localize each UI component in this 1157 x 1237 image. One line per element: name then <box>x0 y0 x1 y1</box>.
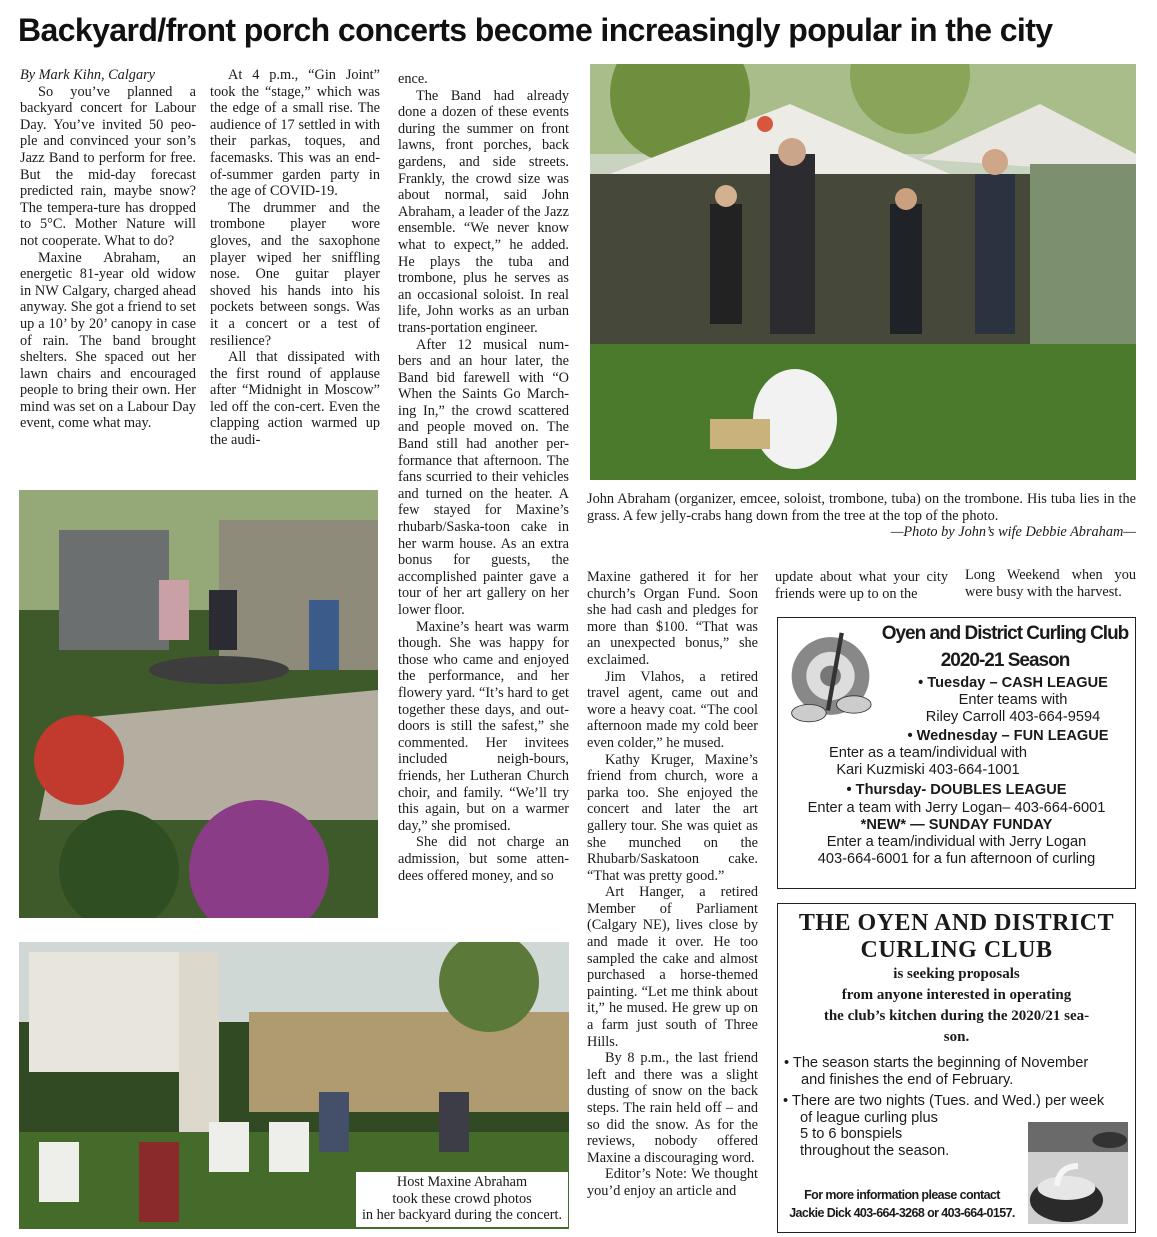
article-column-6 <box>965 567 1136 600</box>
ad-line: Enter as a team/individual with <box>829 745 1027 761</box>
article-column-2 <box>210 67 380 449</box>
paragraph: Jim Vlahos, a retired travel agent, came out and wore a heavy coat. “The cool afternoon made my cold beer even colder,” he mused. <box>587 668 758 751</box>
headline: Backyard/front porch concerts become increasingly popular in the city <box>18 12 1053 48</box>
ad-subtitle: the club’s kitchen during the 2020/21 sea- <box>823 1008 1090 1024</box>
paragraph: update about what your city friends were up to on the <box>775 569 948 602</box>
curling-stone-photo <box>1028 1122 1128 1224</box>
ad-line: Enter a team/individual with Jerry Logan <box>826 834 1087 850</box>
ad-title: 2020-21 Season <box>940 650 1070 671</box>
band-photo <box>590 64 1136 480</box>
ad-line: Enter a team with Jerry Logan– 403-664-6001 <box>807 800 1106 816</box>
paragraph: The Band had already done a dozen of these events during the summer on front lawns, front porches, back gardens, and side streets. Frankly, the crowd size was about normal, said John Abraham, a leader of the Jazz ensemble. “We never know what to expect,” he added. He plays the tuba and trombone, plus he serves as an occasional soloist. In real life, John works as an urban trans-portation engineer. <box>398 87 569 336</box>
contact-info <box>784 1186 1020 1222</box>
ad-title: THE OYEN AND DISTRICT <box>798 910 1115 936</box>
article-column-1 <box>20 67 196 432</box>
bullet-line: of league curling plus <box>800 1109 938 1126</box>
article-column-4 <box>587 569 758 1200</box>
article-column-3 <box>398 71 569 884</box>
paragraph: Maxine Abraham, an energetic 81-year old widow in NW Calgary, charged ahead anyway. She got a friend to set up a 10’ by 20’ canopy in case of rain. The band brought shelters. She spaced out her lawn chairs and encouraged people to bring their own. Her mind was set on a Labour Day event, come what may. <box>20 249 196 432</box>
paragraph: Art Hanger, a retired Member of Parliament (Calgary NE), lives close by and made it over. He too sampled the cake and almost purchased a horse-themed painting. “Let me think about it,” he mused. He grew up on a farm just south of Three Hills. <box>587 884 758 1050</box>
byline: By Mark Kihn, Calgary <box>20 67 156 83</box>
paragraph: So you’ve planned a backyard concert for Labour Day. You’ve invited 50 peo-ple and convinced your son’s Jazz Band to perform for free. But the mid-day forecast predicted rain, maybe snow? The tempera-ture has dropped to 5°C. Mother Nature will not cooperate. What to do? <box>20 83 196 249</box>
ad-line: Riley Carroll 403-664-9594 <box>925 709 1101 725</box>
paragraph: Maxine gathered it for her church’s Organ Fund. Soon she had cash and pledges for more than $100. “That was an unexpected bonus,” she exclaimed. <box>587 569 758 668</box>
ad-line: 403-664-6001 for a fun afternoon of curling <box>817 851 1096 867</box>
paragraph: Maxine’s heart was warm though. She was happy for those who came and enjoyed the performance, and her flowery yard. “It’s hard to get together these days, and out-doors is still the safest,” she commented. Her invitees included neigh-bours, friends, her Lutheran Church choir, and family. “We’ll try this again, but on a warmer day,” she promised. <box>398 618 569 834</box>
contact-line: Jackie Dick 403-664-3268 or 403-664-0157. <box>789 1206 1015 1220</box>
photo-credit: —Photo by John’s wife Debbie Abraham— <box>890 524 1136 541</box>
bullet-season <box>784 1055 1135 1088</box>
article-column-5 <box>775 569 948 602</box>
ad-subtitle: is seeking proposals <box>893 966 1020 982</box>
paragraph: At 4 p.m., “Gin Joint” took the “stage,” which was the edge of a small rise. The audience of 17 settled in with their parkas, toques, and facemasks. This was an end-of-summer garden party in the age of COVID-19. <box>210 67 380 200</box>
bullet-line: • The season starts the beginning of November <box>784 1055 1089 1071</box>
crowd-photo-caption <box>356 1172 568 1227</box>
caption-text: John Abraham (organizer, emcee, soloist, trombone, tuba) on the trombone. His tuba lies in the grass. A few jelly-crabs hang down from the tree at the top of the photo. <box>587 491 1136 524</box>
bullet-line: • There are two nights (Tues. and Wed.) per week <box>783 1093 1105 1109</box>
paragraph: ence. <box>398 71 428 87</box>
ad-line: • Wednesday – FUN LEAGUE <box>907 728 1109 744</box>
ad-line: *NEW* — SUNDAY FUNDAY <box>860 817 1053 833</box>
paragraph: Editor’s Note: We thought you’d enjoy an article and <box>587 1166 758 1199</box>
ad-line: • Thursday- DOUBLES LEAGUE <box>846 782 1067 798</box>
kitchen-proposal-ad <box>777 903 1136 1233</box>
ad-line: Enter teams with <box>958 692 1068 708</box>
paragraph: Long Weekend when you were busy with the harvest. <box>965 567 1136 600</box>
contact-line: For more information please contact <box>804 1188 1000 1202</box>
paragraph: Kathy Kruger, Maxine’s friend from church, wore a parka too. She enjoyed the concert and later the art gallery tour. She was quiet as she munched on the Rhubarb/Saskatoon cake. “That was pretty good.” <box>587 751 758 884</box>
ad-title: CURLING CLUB <box>860 937 1053 963</box>
paragraph: All that dissipated with the first round of applause after “Midnight in Moscow” led off the con-cert. Even the clapping action warmed up the audi- <box>210 349 380 449</box>
curling-house-icon <box>783 626 878 726</box>
curling-season-ad <box>777 617 1136 889</box>
paragraph: After 12 musical num-bers and an hour later, the Band bid farewell with “O When the Saints Go March-ing In,” the crowd scattered and people moved on. The Band still had another per-formance that afternoon. The fans scurried to their vehicles and turned on the heater. A few stayed for Maxine’s rhubarb/Saska-toon cake in her warm house. As an extra bonus for guests, the accomplished painter gave a tour of her art gallery on her lower floor. <box>398 336 569 618</box>
paragraph: The drummer and the trombone player wore gloves, and the saxophone player wiped her sniffling nose. One guitar player shoved his hands into his pockets between songs. Was it a concert or a test of resilience? <box>210 199 380 349</box>
garden-photo <box>19 490 378 918</box>
paragraph: She did not charge an admission, but some atten-dees offered money, and so <box>398 834 569 884</box>
ad-subtitle: son. <box>943 1029 970 1045</box>
caption-line: took these crowd photos <box>392 1190 532 1207</box>
bullet-line: and finishes the end of February. <box>801 1071 1014 1088</box>
band-photo-caption <box>587 491 1136 541</box>
bullet-line: throughout the season. <box>800 1142 950 1159</box>
ad-line: • Tuesday – CASH LEAGUE <box>918 675 1108 691</box>
bullet-line: 5 to 6 bonspiels <box>800 1126 903 1142</box>
paragraph: By 8 p.m., the last friend left and there was a slight dusting of snow on the back steps. The rain held off – and so did the snow. As for the reviews, nobody offered Maxine a discouraging word. <box>587 1050 758 1166</box>
ad-title: Oyen and District Curling Club <box>881 623 1129 644</box>
ad-subtitle: from anyone interested in operating <box>841 987 1072 1003</box>
caption-line: Host Maxine Abraham <box>396 1174 528 1190</box>
caption-line: in her backyard during the concert. <box>361 1207 563 1224</box>
ad-line: Kari Kuzmiski 403-664-1001 <box>836 762 1020 778</box>
crowd-photo <box>19 942 569 1229</box>
